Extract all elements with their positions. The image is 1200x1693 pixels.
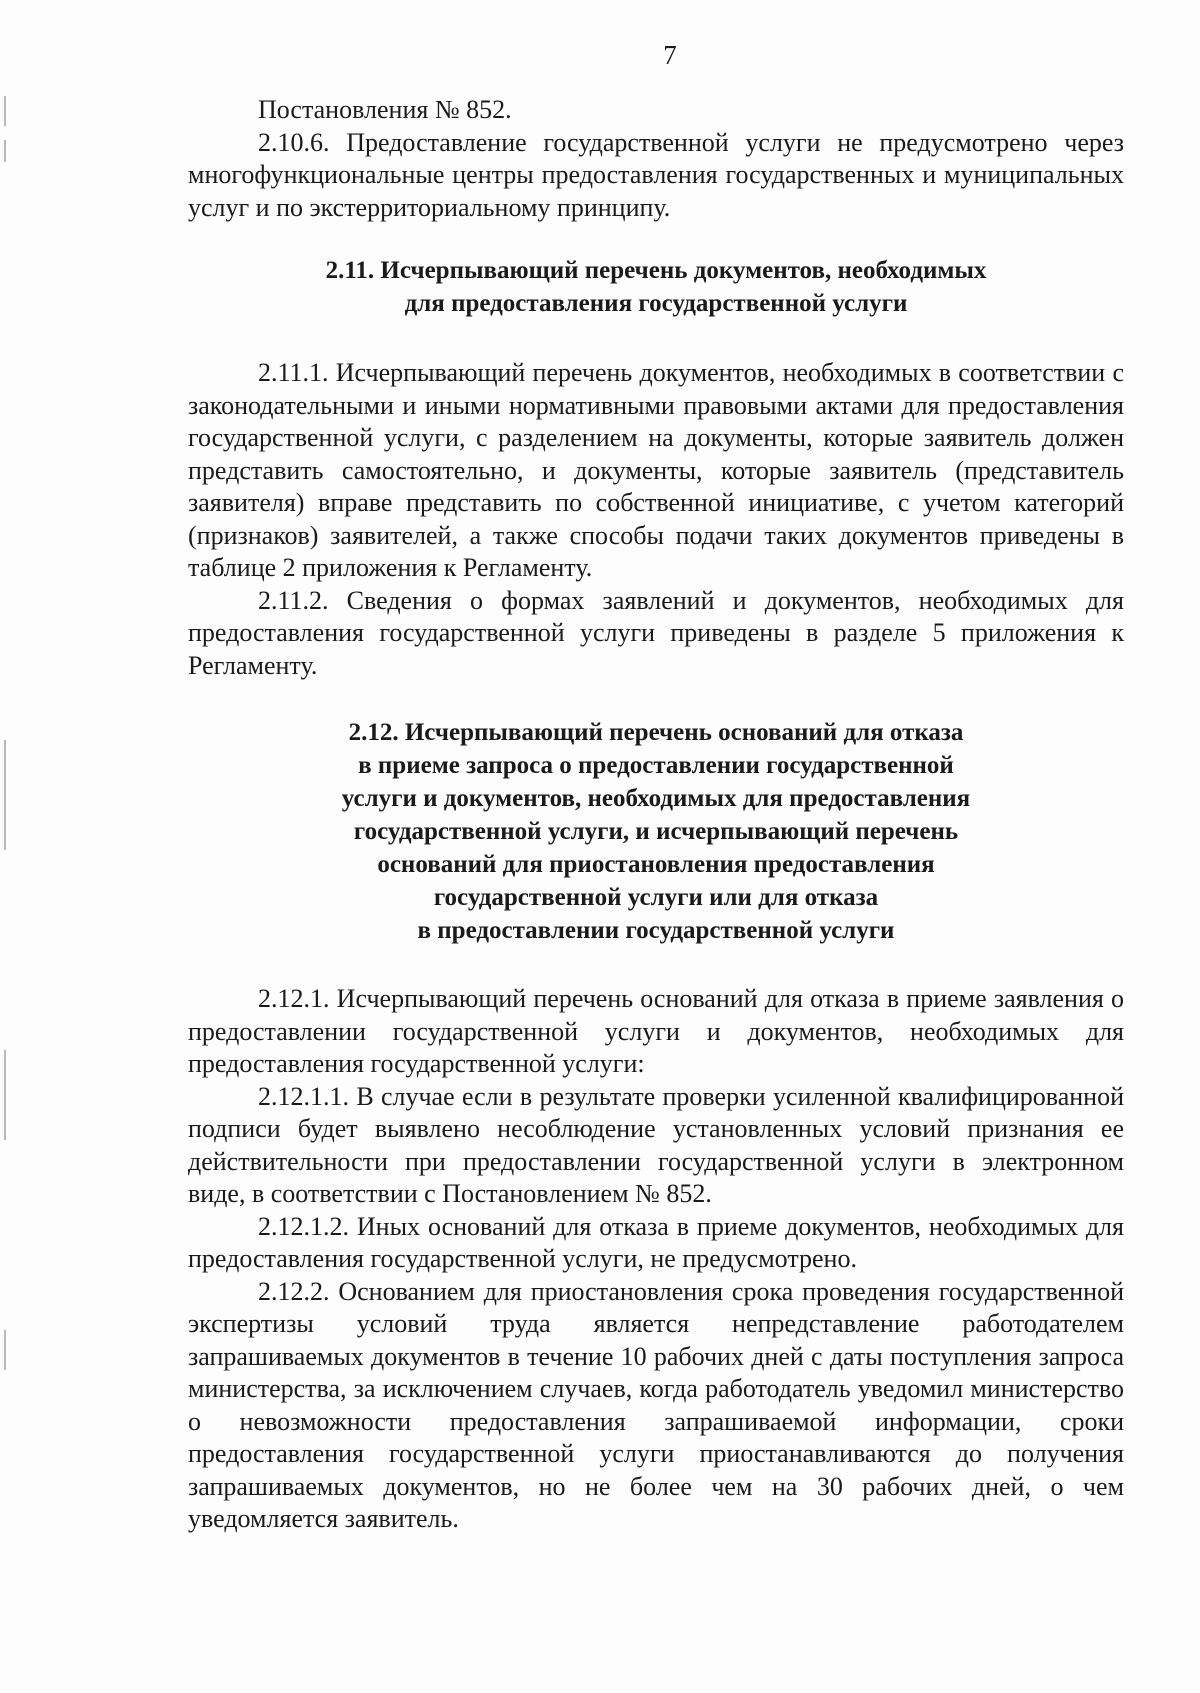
- heading-line: государственной услуги или для отказа: [433, 884, 879, 911]
- heading-line: услуги и документов, необходимых для предоставления: [341, 785, 971, 812]
- scan-edge-mark: [4, 740, 6, 850]
- paragraph: Постановления № 852.: [258, 95, 512, 124]
- section-heading-2-12: [188, 716, 1124, 947]
- paragraph: 2.11.1. Исчерпывающий перечень документов, необходимых в соответствии с законодательными и иными нормативными правовыми актами для предоставления государственной услуги, с разделением на документы, которые заявитель должен представить самостоятельно, и документы, которые заявитель (представитель заявителя) вправе представить по собственной инициативе, с учетом категорий (признаков) заявителей, а также способы подачи таких документов приведены в таблице 2 приложения к Регламенту.: [188, 358, 1124, 582]
- scan-edge-mark: [4, 1330, 6, 1370]
- heading-line: в предоставлении государственной услуги: [417, 917, 895, 944]
- paragraph: 2.11.2. Сведения о формах заявлений и документов, необходимых для предоставления государственной услуги приведены в разделе 5 приложения к Регламенту.: [188, 585, 1124, 680]
- heading-line: 2.12. Исчерпывающий перечень оснований для отказа: [348, 719, 964, 746]
- scan-edge-mark: [4, 1050, 6, 1140]
- heading-line: оснований для приостановления предоставления: [377, 851, 935, 878]
- paragraph: 2.10.6. Предоставление государственной услуги не предусмотрено через многофункциональные центры предоставления государственных и муниципальных услуг и по экстерриториальному принципу.: [188, 127, 1124, 222]
- heading-line: 2.11. Исчерпывающий перечень документов, необходимых: [325, 257, 987, 284]
- page-number: 7: [663, 40, 677, 70]
- heading-line: для предоставления государственной услуги: [404, 290, 908, 317]
- paragraph: 2.12.1.2. Иных оснований для отказа в приеме документов, необходимых для предоставления государственной услуги, не предусмотрено.: [188, 1211, 1124, 1273]
- heading-line: в приеме запроса о предоставлении государственной: [358, 752, 954, 779]
- paragraph: 2.12.2. Основанием для приостановления срока проведения государственной экспертизы условий труда является непредставление работодателем запрашиваемых документов в течение 10 рабочих дней с даты поступления запроса министерства, за исключением случаев, когда работодатель уведомил министерство о невозможности предоставления запрашиваемой информации, сроки предоставления государственной услуги приостанавливаются до получения запрашиваемых документов, но не более чем на 30 рабочих дней, о чем уведомляется заявитель.: [188, 1276, 1124, 1533]
- heading-line: государственной услуги, и исчерпывающий перечень: [353, 818, 959, 845]
- scan-edge-mark: [4, 140, 6, 162]
- document-body: [188, 94, 1124, 1536]
- section-heading-2-11: [188, 254, 1124, 320]
- scan-edge-mark: [4, 96, 6, 126]
- paragraph: 2.12.1.1. В случае если в результате проверки усиленной квалифицированной подписи будет выявлено несоблюдение установленных условий признания ее действительности при предоставлении государственной услуги в электронном виде, в соответствии с Постановлением № 852.: [188, 1081, 1124, 1208]
- paragraph: 2.12.1. Исчерпывающий перечень оснований для отказа в приеме заявления о предоставлении государственной услуги и документов, необходимых для предоставления государственной услуги:: [188, 984, 1124, 1078]
